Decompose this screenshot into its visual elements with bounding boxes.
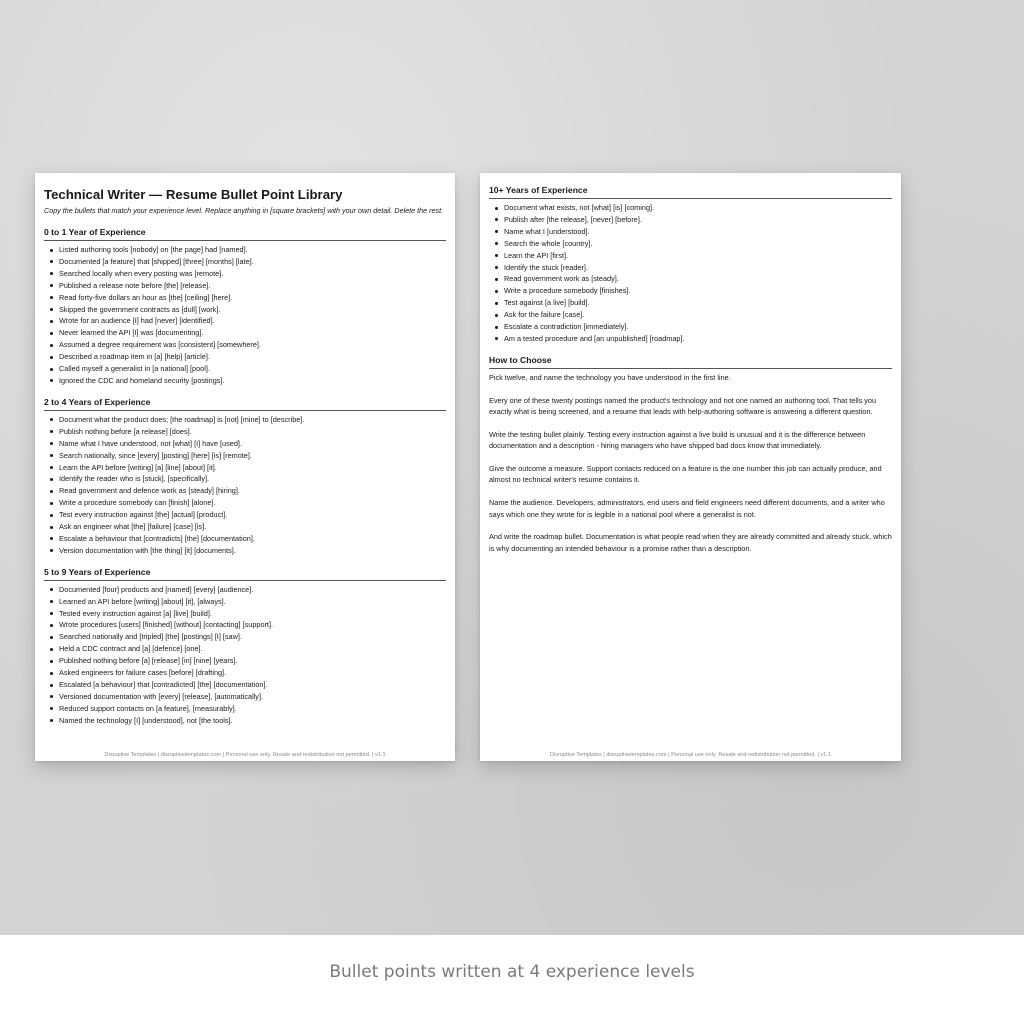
intro-text: Copy the bullets that match your experience level. Replace anything in [square brackets] with your own detail. Delete the rest. xyxy=(44,206,444,215)
bullet-item: Described a roadmap item in [a] [help] [article]. xyxy=(50,351,446,363)
bullet-item: Documented [four] products and [named] [every] [audience]. xyxy=(50,584,446,596)
bullet-item: Skipped the government contracts as [dull] [work]. xyxy=(50,304,446,316)
bullet-list xyxy=(44,584,446,727)
bullet-item: Test every instruction against [the] [actual] [product]. xyxy=(50,509,446,521)
paragraph: Give the outcome a measure. Support contacts reduced on a feature is the one number this job can actually produce, and almost no technical writer's resume contains it. xyxy=(489,464,882,485)
bullet-item: Document what exists, not [what] [is] [coming]. xyxy=(495,202,892,214)
section-heading: 0 to 1 Year of Experience xyxy=(44,227,446,241)
bullet-item: Ignored the CDC and homeland security [postings]. xyxy=(50,375,446,387)
bullet-item: Name what I [understood]. xyxy=(495,226,892,238)
paragraph: And write the roadmap bullet. Documentation is what people read when they are already committed and already stuck, which is why documenting an intended behaviour is a promise rather than a description. xyxy=(489,532,892,553)
section-10-plus-years xyxy=(489,185,892,345)
section-heading: 10+ Years of Experience xyxy=(489,185,892,199)
page-footer: Disruptive Templates | disruptivetemplates.com | Personal use only. Resale and redistribution not permitted. | v1.1 xyxy=(549,752,832,758)
paragraph: Write the testing bullet plainly. Testing every instruction against a live build is unusual and it is the difference between documentation and a description - hiring managers who have shipped bad docs know that immediately. xyxy=(489,429,866,451)
bullet-item: Escalate a behaviour that [contradicts] [the] [documentation]. xyxy=(50,533,446,545)
bullet-item: Publish after [the release], [never] [before]. xyxy=(495,214,892,226)
bullet-item: Search nationally, since [every] [posting] [here] [is] [remote]. xyxy=(50,450,446,462)
bullet-item: Published a release note before [the] [release]. xyxy=(50,280,446,292)
section-5-9-years xyxy=(44,567,446,727)
bullet-list xyxy=(44,244,446,387)
bullet-item: Read forty-five dollars an hour as [the] [ceiling] [here]. xyxy=(50,292,446,304)
bullet-item: Document what the product does; [the roadmap] is [not] [mine] to [describe]. xyxy=(50,414,446,426)
bullet-item: Test against [a live] [build]. xyxy=(495,297,892,309)
bullet-item: Escalated [a behaviour] that [contradicted] [the] [documentation]. xyxy=(50,679,446,691)
section-heading: 5 to 9 Years of Experience xyxy=(44,567,446,581)
bullet-item: Learn the API before [writing] [a] [line] [about] [it]. xyxy=(50,462,446,474)
bullet-item: Ask for the failure [case]. xyxy=(495,309,892,321)
paragraph: Pick twelve, and name the technology you have understood in the first line. xyxy=(489,372,731,382)
bullet-item: Learn the API [first]. xyxy=(495,250,892,262)
bullet-item: Wrote procedures [users] [finished] [without] [contacting] [support]. xyxy=(50,619,446,631)
paragraph: Every one of these twenty postings named the product's technology and not one named an authoring tool. That tells you exactly what is being screened, and a resume that leads with help-authoring software is answering a different question. xyxy=(489,395,877,417)
bullet-item: Learned an API before [writing] [about] [it], [always]. xyxy=(50,596,446,608)
bullet-item: Never learned the API [I] was [documenting]. xyxy=(50,327,446,339)
bullet-item: Publish nothing before [a release] [does]. xyxy=(50,426,446,438)
image-caption: Bullet points written at 4 experience levels xyxy=(329,962,695,982)
bullet-item: Name what I have understood, not [what] [I] have [used]. xyxy=(50,438,446,450)
bullet-item: Listed authoring tools [nobody] on [the page] had [named]. xyxy=(50,244,446,256)
bullet-item: Identify the stuck [reader]. xyxy=(495,262,892,274)
bullet-item: Searched nationally and [tripled] [the] [postings] [I] [saw]. xyxy=(50,631,446,643)
bullet-item: Wrote for an audience [I] had [never] [identified]. xyxy=(50,315,446,327)
bullet-item: Search the whole [country]. xyxy=(495,238,892,250)
bullet-item: Documented [a feature] that [shipped] [three] [months] [late]. xyxy=(50,256,446,268)
bullet-item: Reduced support contacts on [a feature], [measurably]. xyxy=(50,703,446,715)
bullet-item: Assumed a degree requirement was [consistent] [somewhere]. xyxy=(50,339,446,351)
bullet-item: Am a tested procedure and [an unpublished] [roadmap]. xyxy=(495,333,892,345)
bullet-item: Escalate a contradiction [immediately]. xyxy=(495,321,892,333)
how-to-choose-section xyxy=(489,355,892,554)
bullet-item: Versioned documentation with [every] [release], [automatically]. xyxy=(50,691,446,703)
section-0-1-years xyxy=(44,227,446,387)
bullet-item: Asked engineers for failure cases [before] [drafting]. xyxy=(50,667,446,679)
bullet-item: Held a CDC contract and [a] [defence] [one]. xyxy=(50,643,446,655)
bullet-list xyxy=(44,414,446,557)
bullet-list xyxy=(489,202,892,345)
bullet-item: Published nothing before [a] [release] [in] [nine] [years]. xyxy=(50,655,446,667)
bullet-item: Identify the reader who is [stuck], [specifically]. xyxy=(50,473,446,485)
bullet-item: Searched locally when every posting was [remote]. xyxy=(50,268,446,280)
document-title: Technical Writer — Resume Bullet Point Library xyxy=(44,187,343,202)
bullet-item: Tested every instruction against [a] [live] [build]. xyxy=(50,608,446,620)
bullet-item: Called myself a generalist in [a national] [pool]. xyxy=(50,363,446,375)
section-heading: How to Choose xyxy=(489,355,892,369)
page-footer: Disruptive Templates | disruptivetemplates.com | Personal use only. Resale and redistribution not permitted. | v1.1 xyxy=(104,752,386,758)
section-heading: 2 to 4 Years of Experience xyxy=(44,397,446,411)
bullet-item: Read government work as [steady]. xyxy=(495,273,892,285)
document-page-1 xyxy=(35,173,455,761)
document-page-2 xyxy=(480,173,901,761)
bullet-item: Read government and defence work as [steady] [hiring]. xyxy=(50,485,446,497)
paragraph: Name the audience. Developers, administrators, end users and field engineers need different documents, and a writer who says which one they wrote for is legible in a national pool where a generalist is not. xyxy=(489,498,885,519)
section-2-4-years xyxy=(44,397,446,557)
bullet-item: Named the technology [I] [understood], not [the tools]. xyxy=(50,715,446,727)
bullet-item: Ask an engineer what [the] [failure] [case] [is]. xyxy=(50,521,446,533)
bullet-item: Write a procedure somebody [finishes]. xyxy=(495,285,892,297)
bullet-item: Version documentation with [the thing] [it] [documents]. xyxy=(50,545,446,557)
bullet-item: Write a procedure somebody can [finish] [alone]. xyxy=(50,497,446,509)
